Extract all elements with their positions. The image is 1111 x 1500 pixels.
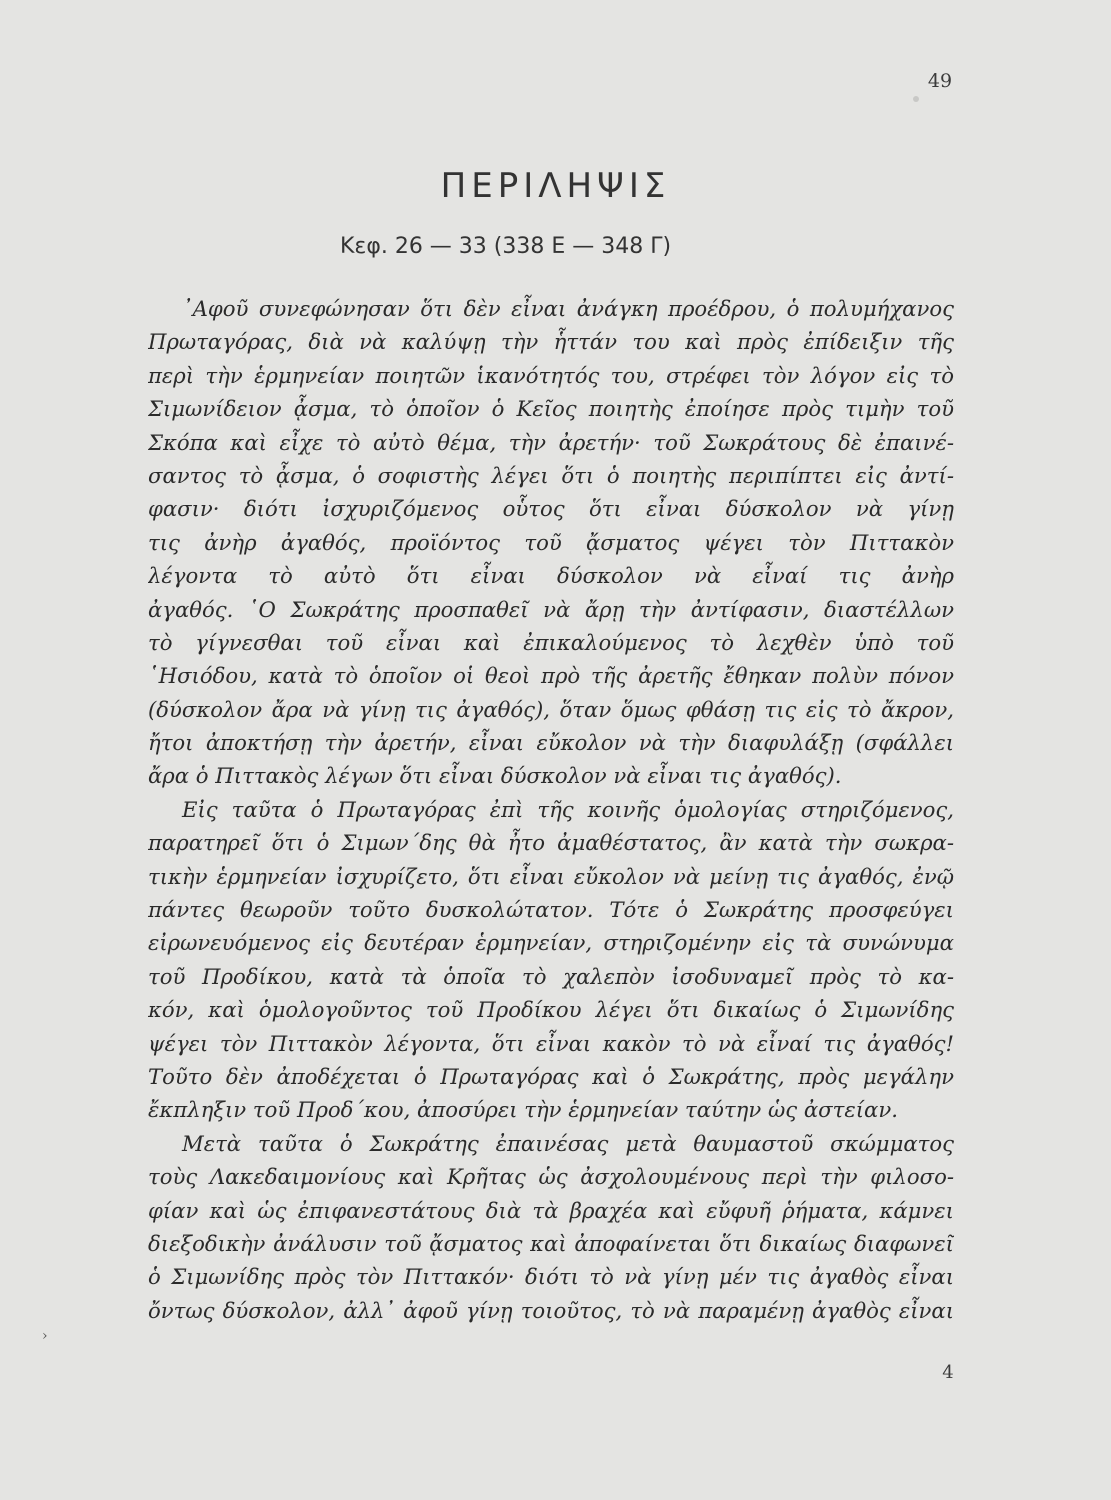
text-line: τις ἀνὴρ ἀγαθός, προϊόντος τοῦ ᾄσματος ψέγει τὸν Πιττακὸν: [148, 529, 954, 555]
page-number: 49: [927, 70, 953, 92]
text-line: διεξοδικὴν ἀνάλυσιν τοῦ ᾄσματος καὶ ἀποφαίνεται ὅτι δικαίως διαφωνεῖ: [148, 1230, 954, 1256]
text-line: ἀγαθός. ῾Ο Σωκράτης προσπαθεῖ νὰ ἄρῃ τὴν ἀντίφασιν, διαστέλλων: [148, 596, 954, 622]
text-line: λέγοντα τὸ αὐτὸ ὅτι εἶναι δύσκολον νὰ εἶναί τις ἀνὴρ: [148, 563, 954, 589]
text-line: Εἰς ταῦτα ὁ Πρωταγόρας ἐπὶ τῆς κοινῆς ὁμολογίας στηριζόμενος,: [182, 796, 954, 822]
text-line: ὁ Σιμωνίδης πρὸς τὸν Πιττακόν· διότι τὸ νὰ γίνῃ μέν τις ἀγαθὸς εἶναι: [148, 1264, 954, 1290]
text-line: Σιμωνίδειον ᾆσμα, τὸ ὁποῖον ὁ Κεῖος ποιητὴς ἐποίησε πρὸς τιμὴν τοῦ: [148, 396, 954, 422]
text-line: ἄρα ὁ Πιττακὸς λέγων ὅτι εἶναι δύσκολον νὰ εἶναι τις ἀγαθός).: [148, 763, 842, 789]
text-line: (δύσκολον ἄρα νὰ γίνῃ τις ἀγαθός), ὅταν ὅμως φθάσῃ τις εἰς τὸ ἄκρον,: [148, 696, 954, 722]
chapter-reference: Κεφ. 26 — 33 (338 Ε — 348 Γ): [340, 234, 672, 259]
text-line: Τοῦτο δὲν ἀποδέχεται ὁ Πρωταγόρας καὶ ὁ Σωκράτης, πρὸς μεγάλην: [148, 1063, 954, 1089]
signature-mark: 4: [942, 1362, 954, 1383]
text-line: ὄντως δύσκολον, ἀλλ᾿ ἀφοῦ γίνῃ τοιοῦτος, τὸ νὰ παραμένῃ ἀγαθὸς εἶναι: [148, 1297, 954, 1323]
text-line: ῾Ησιόδου, κατὰ τὸ ὁποῖον οἱ θεοὶ πρὸ τῆς ἀρετῆς ἔθηκαν πολὺν πόνον: [148, 663, 954, 689]
text-line: ᾿Αφοῦ συνεφώνησαν ὅτι δὲν εἶναι ἀνάγκη προέδρου, ὁ πολυμήχανος: [182, 296, 954, 321]
speck-mark: [913, 96, 919, 102]
text-line: ἤτοι ἀποκτήσῃ τὴν ἀρετήν, εἶναι εὔκολον νὰ τὴν διαφυλάξῃ (σφάλλει: [148, 730, 954, 756]
text-line: τικὴν ἑρμηνείαν ἰσχυρίζετο, ὅτι εἶναι εὔκολον νὰ μείνῃ τις ἀγαθός, ἐνῷ: [148, 863, 954, 889]
text-line: σαντος τὸ ᾆσμα, ὁ σοφιστὴς λέγει ὅτι ὁ ποιητὴς περιπίπτει εἰς ἀντί-: [148, 462, 954, 488]
text-line: Μετὰ ταῦτα ὁ Σωκράτης ἐπαινέσας μετὰ θαυμαστοῦ σκώμματος: [182, 1130, 954, 1156]
text-line: τὸ γίγνεσθαι τοῦ εἶναι καὶ ἐπικαλούμενος τὸ λεχθὲν ὑπὸ τοῦ: [148, 629, 954, 655]
text-line: τοὺς Λακεδαιμονίους καὶ Κρῆτας ὡς ἀσχολουμένους περὶ τὴν φιλοσο-: [148, 1164, 954, 1190]
text-line: ἔκπληξιν τοῦ Προδ΄κου, ἀποσύρει τὴν ἑρμηνείαν ταύτην ὡς ἀστείαν.: [148, 1097, 898, 1123]
text-line: τοῦ Προδίκου, κατὰ τὰ ὁποῖα τὸ χαλεπὸν ἰσοδυναμεῖ πρὸς τὸ κα-: [148, 963, 954, 989]
page-title: ΠΕΡΙΛΗΨΙΣ: [440, 166, 671, 206]
text-line: φασιν· διότι ἰσχυριζόμενος οὗτος ὅτι εἶναι δύσκολον νὰ γίνῃ: [148, 496, 954, 522]
margin-mark: ›: [42, 1328, 48, 1344]
text-line: εἰρωνευόμενος εἰς δευτέραν ἑρμηνείαν, στηριζομένην εἰς τὰ συνώνυμα: [148, 930, 954, 956]
summary-body: [148, 292, 954, 1327]
text-line: φίαν καὶ ὡς ἐπιφανεστάτους διὰ τὰ βραχέα καὶ εὔφυῆ ῥήματα, κάμνει: [148, 1197, 954, 1223]
text-line: κόν, καὶ ὁμολογοῦντος τοῦ Προδίκου λέγει ὅτι δικαίως ὁ Σιμωνίδης: [148, 997, 954, 1023]
text-line: ψέγει τὸν Πιττακὸν λέγοντα, ὅτι εἶναι κακὸν τὸ νὰ εἶναί τις ἀγαθός!: [148, 1030, 954, 1056]
text-line: Πρωταγόρας, διὰ νὰ καλύψῃ τὴν ἧττάν του καὶ πρὸς ἐπίδειξιν τῆς: [148, 329, 954, 355]
text-line: περὶ τὴν ἑρμηνείαν ποιητῶν ἱκανότητός του, στρέφει τὸν λόγον εἰς τὸ: [148, 362, 954, 388]
text-line: πάντες θεωροῦν τοῦτο δυσκολώτατον. Τότε ὁ Σωκράτης προσφεύγει: [148, 897, 954, 923]
text-line: Σκόπα καὶ εἶχε τὸ αὐτὸ θέμα, τὴν ἀρετήν· τοῦ Σωκράτους δὲ ἐπαινέ-: [148, 429, 954, 455]
text-line: παρατηρεῖ ὅτι ὁ Σιμων΄δης θὰ ἦτο ἀμαθέστατος, ἂν κατὰ τὴν σωκρα-: [148, 830, 954, 856]
